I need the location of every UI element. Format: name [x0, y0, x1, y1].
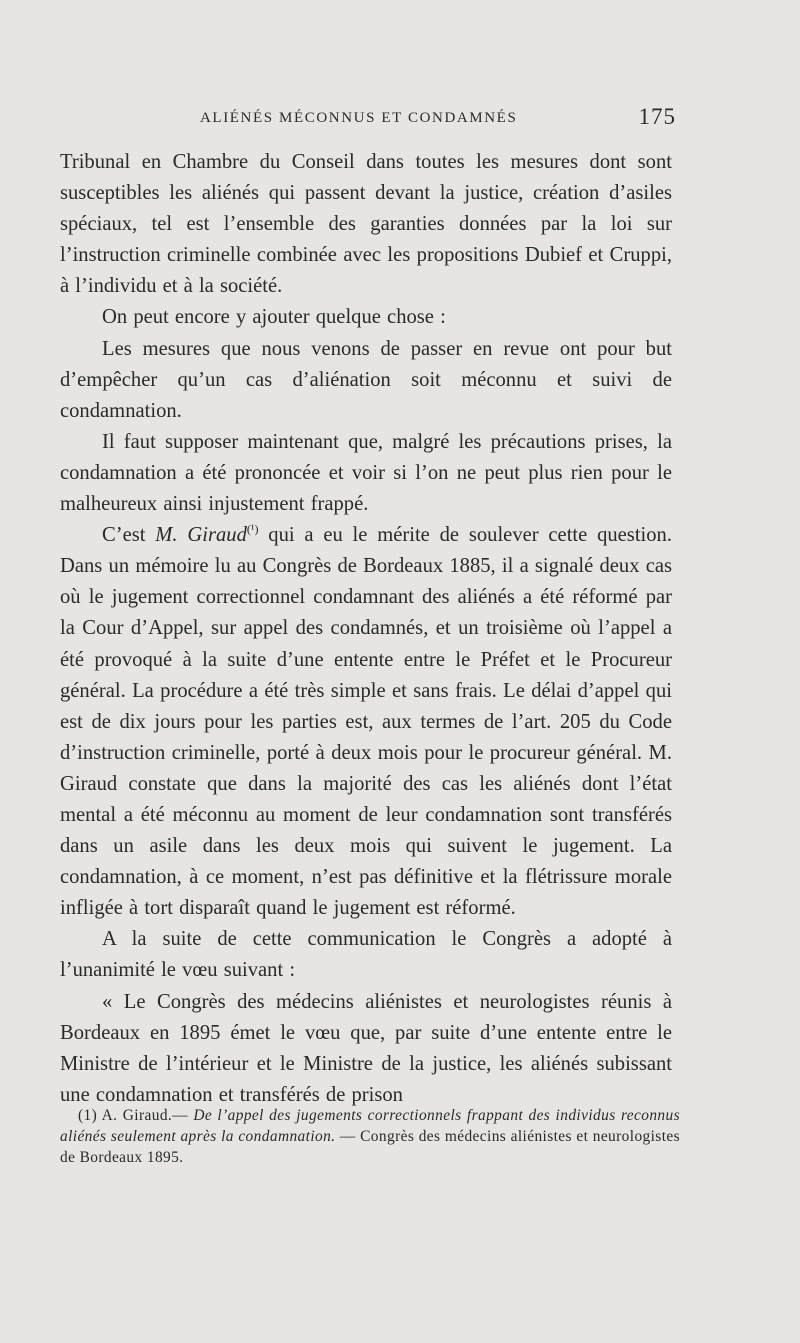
text-span: qui a eu le mérite de soulever cette question. Dans un mémoire lu au Congrès de Bordeaux 1885, il a signalé deux cas où le jugement correctionnel condamnant des aliénés a été réformé par la Cour d’Appel, sur appel des condamnés, et un troisième où l’appel a été provoqué à la suite d’une entente entre le Préfet et le Procureur général. La procédure a été très simple et sans frais. Le délai d’appel qui est de dix jours pour les parties est, aux termes de l’art. 205 du Code d’instruction criminelle, porté à deux mois pour le procureur général. M. Giraud constate que dans la majorité des cas les aliénés dont l’état mental a été méconnu au moment de leur condamnation sont transférés dans un asile dans les deux mois qui suivent le jugement. La condamnation, à ce moment, n’est pas définitive et la flétrissure morale infligée à tort disparaît quand le jugement est réformé.	[60, 524, 673, 920]
footnote	[60, 1105, 680, 1168]
page-header	[60, 104, 676, 134]
footnote-title: De l’appel des jugements correctionnels frappant des individus reconnus aliénés seulement après la condamnation.	[60, 1107, 680, 1145]
paragraph	[60, 520, 672, 924]
paragraph: On peut encore y ajouter quelque chose :	[102, 306, 446, 329]
footnote-author: A. Giraud.—	[97, 1107, 194, 1124]
paragraph: Les mesures que nous venons de passer en revue ont pour but d’empêcher qu’un cas d’aliénation soit méconnu et suivi de condamnation.	[60, 337, 672, 422]
cited-author: M. Giraud	[155, 524, 247, 547]
footnote-reference: (¹)	[246, 522, 259, 537]
page-number: 175	[638, 104, 676, 129]
footnote-marker: (1)	[78, 1107, 98, 1124]
text-span: C’est	[102, 524, 156, 547]
paragraph: A la suite de cette communication le Congrès a adopté à l’unanimité le vœu suivant :	[60, 928, 672, 982]
paragraph: Tribunal en Chambre du Conseil dans toutes les mesures dont sont susceptibles les aliénés qui passent devant la justice, création d’asiles spéciaux, tel est l’ensemble des garanties données par la loi sur l’instruction criminelle combinée avec les propositions Dubief et Cruppi, à l’individu et à la société.	[60, 151, 672, 298]
body-text	[60, 147, 672, 1111]
footnote-source: — Congrès des médecins aliénistes et neurologistes de Bordeaux 1895.	[60, 1128, 680, 1166]
quoted-resolution: « Le Congrès des médecins aliénistes et neurologistes réunis à Bordeaux en 1895 émet le vœu que, par suite d’une entente entre le Ministre de l’intérieur et le Ministre de la justice, les aliénés subissant une condamnation et transférés de prison	[60, 990, 672, 1106]
paragraph: Il faut supposer maintenant que, malgré les précautions prises, la condamnation a été prononcée et voir si l’on ne peut plus rien pour le malheureux ainsi injustement frappé.	[60, 430, 672, 516]
running-title: ALIÉNÉS MÉCONNUS ET CONDAMNÉS	[200, 110, 518, 126]
footnotes	[60, 1105, 680, 1168]
